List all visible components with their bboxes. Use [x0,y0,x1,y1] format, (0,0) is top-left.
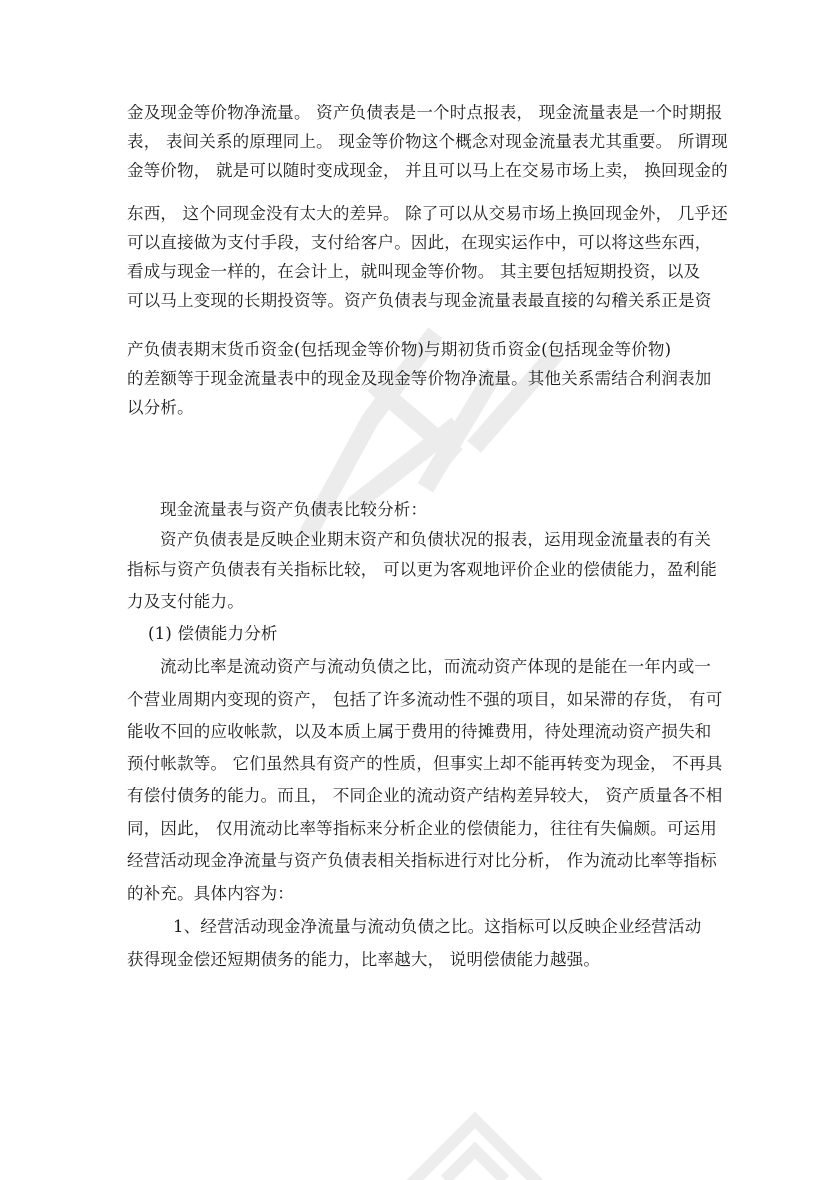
subheading-solvency-analysis: (1) 偿债能力分析 [148,624,278,643]
paragraph-1-line: 可以马上变现的长期投资等。资产负债表与现金流量表最直接的勾稽关系正是资 [127,291,712,310]
paragraph-3-line: 的补充。具体内容为： [127,884,294,903]
paragraph-2-line: 资产负债表是反映企业期末资产和负债状况的报表，运用现金流量表的有关 [160,530,712,549]
paragraph-3-line: 同，因此， 仅用流动比率等指标来分析企业的偿债能力，往往有失偏颇。可运用 [127,819,717,838]
paragraph-4-line: 获得现金偿还短期债务的能力，比率越大， 说明偿债能力越强。 [127,950,601,969]
paragraph-3-line: 经营活动现金净流量与资产负债表相关指标进行对比分析， 作为流动比率等指标 [127,851,717,870]
paragraph-1-line: 金及现金等价物净流量。 资产负债表是一个时点报表， 现金流量表是一个时期报 [127,103,723,122]
paragraph-3-line: 能收不回的应收帐款，以及本质上属于费用的待摊费用，待处理流动资产损失和 [127,722,712,741]
paragraph-1-line: 的差额等于现金流量表中的现金及现金等价物净流量。其他关系需结合利润表加 [127,369,712,388]
paragraph-1-line: 以分析。 [127,398,194,417]
watermark-diamond-icon [400,1110,550,1180]
paragraph-1-line: 东西， 这个同现金没有太大的差异。 除了可以从交易市场上换回现金外， 几乎还 [127,204,728,223]
paragraph-1-line: 产负债表期末货币资金(包括现金等价物)与期初货币资金(包括现金等价物) [127,340,672,359]
paragraph-4-line: 1、经营活动现金净流量与流动负债之比。这指标可以反映企业经营活动 [173,917,702,936]
watermark-logo-icon [250,300,610,560]
paragraph-1-line: 表， 表间关系的原理同上。 现金等价物这个概念对现金流量表尤其重要。 所谓现 [127,132,728,151]
paragraph-2-line: 指标与资产负债表有关指标比较， 可以更为客观地评价企业的偿债能力，盈利能 [127,560,717,579]
section-heading: 现金流量表与资产负债表比较分析： [160,500,428,519]
paragraph-1-line: 金等价物， 就是可以随时变成现金， 并且可以马上在交易市场上卖， 换回现金的 [127,161,728,180]
paragraph-3-line: 预付帐款等。 它们虽然具有资产的性质，但事实上却不能再转变为现金， 不再具 [127,754,723,773]
paragraph-1-line: 看成与现金一样的，在会计上，就叫现金等价物。 其主要包括短期投资，以及 [127,262,701,281]
paragraph-3-line: 流动比率是流动资产与流动负债之比，而流动资产体现的是能在一年内或一 [160,657,712,676]
paragraph-1-line: 可以直接做为支付手段，支付给客户。因此，在现实运作中，可以将这些东西， [127,233,712,252]
paragraph-3-line: 个营业周期内变现的资产， 包括了许多流动性不强的项目，如呆滞的存货， 有可 [127,690,723,709]
paragraph-3-line: 有偿付债务的能力。而且， 不同企业的流动资产结构差异较大， 资产质量各不相 [127,786,723,805]
paragraph-2-line: 力及支付能力。 [127,592,244,611]
